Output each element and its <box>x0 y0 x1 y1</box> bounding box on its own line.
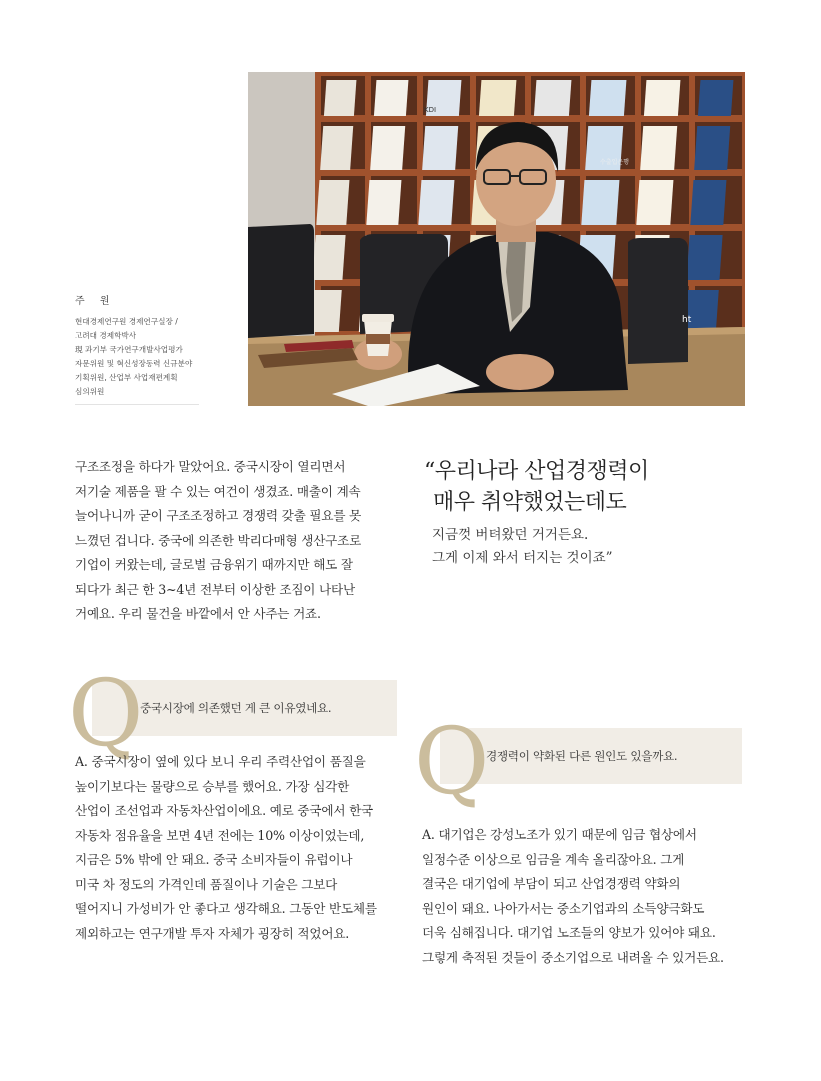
answer-line: 떨어지니 가성비가 안 좋다고 생각해요. 그동안 반도체를 <box>75 901 377 916</box>
q-mark-2: Q <box>414 708 490 815</box>
paragraph-line: 늘어나니까 굳이 구조조정하고 경쟁력 갖출 필요를 못 <box>75 508 362 523</box>
shelf-book <box>479 80 517 116</box>
shelf-book <box>686 235 722 280</box>
interview-photo-illustration <box>248 72 745 406</box>
book-cover-text-export: 수출입은행 <box>600 159 629 166</box>
answer-line: 산업이 조선업과 자동차산업이에요. 예로 중국에서 한국 <box>75 803 374 818</box>
question-1-text: 중국시장에 의존했던 게 큰 이유였네요. <box>140 701 332 715</box>
shelf-board <box>318 72 745 76</box>
q-mark-1: Q <box>68 660 144 767</box>
pull-quote-line: 지금껏 버텨왔던 거거든요. <box>432 527 589 543</box>
paragraph-line: 되다가 최근 한 3~4년 전부터 이상한 조짐이 나타난 <box>75 581 355 597</box>
shelf-book <box>418 180 454 225</box>
shelf-book <box>422 126 458 170</box>
answer-line: 미국 차 정도의 가격인데 품질이나 기술은 그보다 <box>75 876 338 892</box>
paragraph-line: 구조조정을 하다가 말았어요. 중국시장이 열리면서 <box>75 459 346 474</box>
interviewee-name: 주 원 <box>75 296 116 307</box>
shelf-book <box>374 80 409 116</box>
interviewee-credentials <box>75 315 203 399</box>
shelf-board <box>318 115 745 122</box>
answer-line: 높이기보다는 물량으로 승부를 했어요. 가장 심각한 <box>75 778 350 794</box>
interviewee-profile <box>75 292 203 399</box>
answer-line: 자동차 점유율을 보면 4년 전에는 10% 이상이었는데, <box>75 827 365 843</box>
shelf-book <box>589 80 627 116</box>
paragraph-line: 저기술 제품을 팔 수 있는 여건이 생겼죠. 매출이 계속 <box>75 483 361 499</box>
paragraph-line: 느꼈던 겁니다. 중국에 의존한 박리다매형 생산구조로 <box>75 532 362 548</box>
shelf-book <box>690 180 726 225</box>
book-cover-text-ht: ht <box>682 315 692 325</box>
credential-line: 현대경제연구원 경제연구실장 / <box>75 317 178 326</box>
shelf-book <box>312 235 345 280</box>
shelf-book <box>581 180 619 225</box>
answer-line: 일정수준 이상으로 임금을 계속 올리잖아요. 그게 <box>422 851 685 867</box>
pull-quote-line: 매우 취약했었는데도 <box>433 490 627 515</box>
shelf-book <box>644 80 681 116</box>
credential-line: 現 과기부 국가연구개발사업평가 <box>75 345 183 354</box>
intro-paragraph <box>75 455 361 627</box>
answer-line: 원인이 돼요. 나아가서는 중소기업과의 소득양극화도 <box>422 900 705 916</box>
shelf-book <box>694 126 730 170</box>
answer-line: 그렇게 축적된 것들이 중소기업으로 내려올 수 있거든요. <box>422 949 724 965</box>
answer-line: 지금은 5% 밖에 안 돼요. 중국 소비자들이 유럽이나 <box>75 852 353 867</box>
hand-right <box>486 354 554 390</box>
paragraph-line: 기업이 커왔는데, 글로벌 금융위기 때까지만 해도 잘 <box>75 557 353 572</box>
answer-line: A. 대기업은 강성노조가 있기 때문에 임금 협상에서 <box>422 827 697 842</box>
shelf-book <box>370 126 405 170</box>
chair-right <box>628 238 688 364</box>
pull-quote-line: 그게 이제 와서 터지는 것이죠” <box>432 550 613 566</box>
interview-photo <box>248 72 745 406</box>
answer-line: 제외하고는 연구개발 투자 자체가 굉장히 적었어요. <box>75 925 350 941</box>
book-cover-text-kdi: KDI <box>424 106 437 114</box>
shelf-book <box>640 126 677 170</box>
shelf-book <box>534 80 572 116</box>
pull-quote <box>424 456 784 570</box>
pull-quote-line: “우리나라 산업경쟁력이 <box>424 459 649 484</box>
pull-quote-headline <box>424 456 784 518</box>
chair-left <box>248 224 314 338</box>
question-2-text: 경쟁력이 약화된 다른 원인도 있을까요. <box>486 749 678 763</box>
paragraph-line: 거예요. 우리 물건을 바깥에서 안 사주는 거죠. <box>75 606 321 621</box>
pull-quote-body <box>432 524 784 570</box>
answer-1 <box>75 750 377 946</box>
answer-line: 더욱 심해집니다. 대기업 노조들의 양보가 있어야 돼요. <box>422 925 716 940</box>
shelf-book <box>366 180 401 225</box>
credential-line: 자문위원 및 혁신성장동력 신규분야 <box>75 359 193 368</box>
answer-line: 결국은 대기업에 부담이 되고 산업경쟁력 약화의 <box>422 876 681 891</box>
shelf-book <box>683 290 719 332</box>
shelf-book <box>698 80 734 116</box>
answer-line: A. 중국시장이 옆에 있다 보니 우리 주력산업이 품질을 <box>75 754 366 769</box>
shelf-book <box>320 126 353 170</box>
shelf-book <box>316 180 349 225</box>
shelf-book <box>636 180 673 225</box>
credential-line: 고려대 경제학박사 <box>75 331 137 340</box>
profile-divider <box>75 404 199 405</box>
credential-line: 기획위원, 산업부 사업재편계획 <box>75 373 178 382</box>
answer-2 <box>422 823 724 970</box>
credential-line: 심의위원 <box>75 387 105 396</box>
shelf-book <box>324 80 357 116</box>
